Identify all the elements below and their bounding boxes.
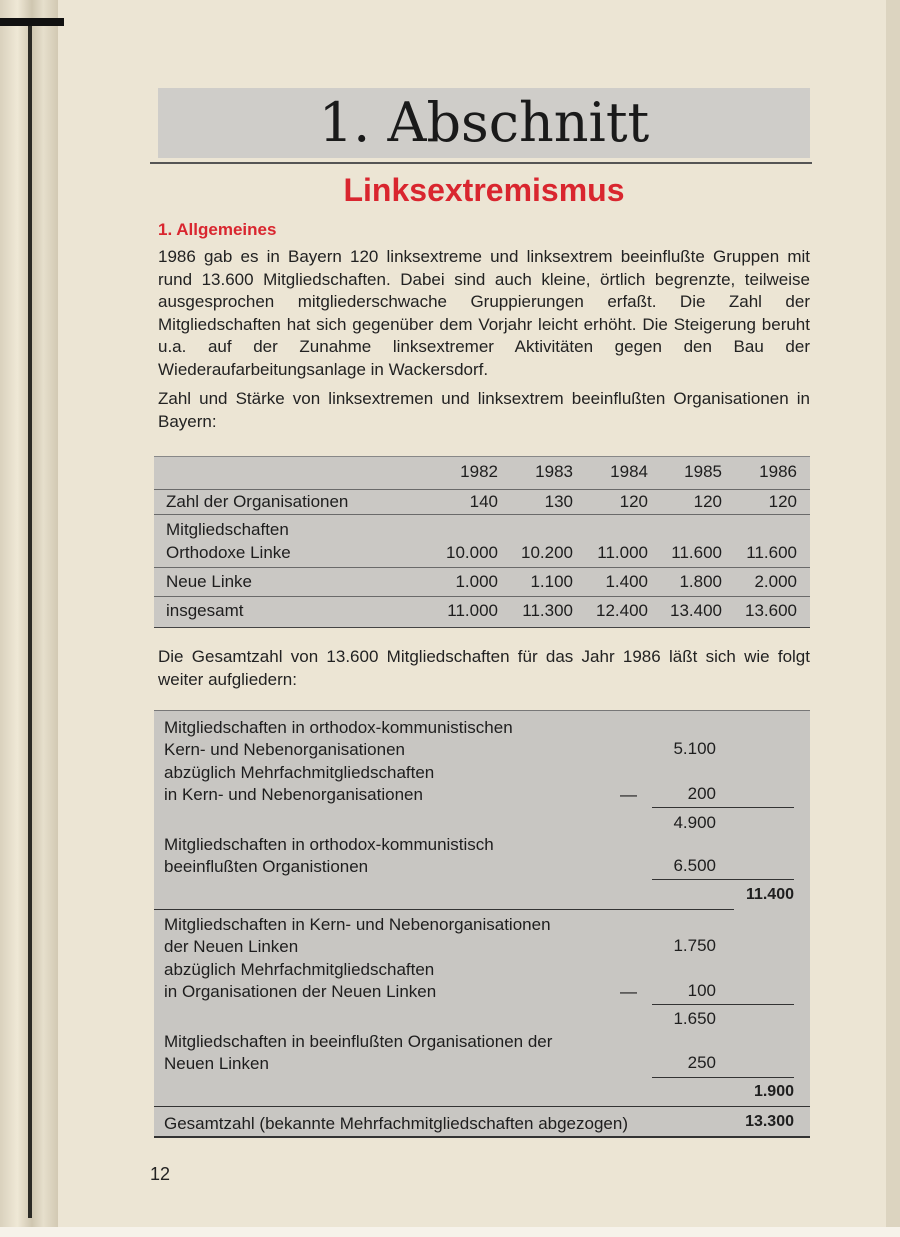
- year-header: 1983: [535, 462, 573, 481]
- table-cell: 10.000: [446, 543, 498, 562]
- table-intro-paragraph: Zahl und Stärke von linksextremen und linksextrem beeinflußten Organisationen in Bayern:: [158, 389, 810, 431]
- table-cell: 11.000: [597, 543, 648, 562]
- table-rule: [154, 489, 810, 490]
- table-cell: 130: [544, 492, 573, 511]
- table-cell: 1.400: [605, 572, 648, 591]
- sum-rule: [652, 1077, 794, 1078]
- table-cell: 120: [619, 492, 648, 511]
- table-cell: 1.100: [530, 572, 573, 591]
- table-cell: 13.400: [670, 601, 722, 620]
- year-header: 1982: [460, 462, 498, 481]
- table-cell: 120: [693, 492, 722, 511]
- row-label: Neue Linke: [166, 572, 253, 591]
- breakdown-label: abzüglich Mehrfachmitgliedschaften: [164, 763, 435, 782]
- page-edge: [886, 0, 900, 1237]
- table-cell: 11.000: [447, 601, 498, 620]
- binding-edge: [0, 18, 64, 26]
- header-rule: [150, 162, 812, 164]
- year-header: 1985: [684, 462, 722, 481]
- block-separator: [154, 1106, 810, 1107]
- binding-shadow: [28, 18, 32, 1218]
- intro-paragraph: 1986 gab es in Bayern 120 linksextreme und linksextrem beeinflußte Gruppen mit rund 13.600 Mitgliedschaften. Dabei sind auch kleine, örtlich begrenzte, teilweise ausgesprochen mitgliederschwache Gruppierungen erfaßt. Die Zahl der Mitgliedschaften hat sich gegenüber dem Vorjahr leicht erhöht. Die Steigerung beruht u.a. auf der Zunahme linksextremer Aktivitäten gegen den Bau der Wiederaufarbeitungsanlage in Wackersdorf.: [158, 247, 810, 379]
- block-separator: [154, 909, 734, 910]
- year-header: 1986: [759, 462, 797, 481]
- section-heading: 1. Allgemeines: [158, 220, 277, 239]
- breakdown-label: Mitgliedschaften in beeinflußten Organisationen der: [164, 1032, 553, 1051]
- breakdown-intro-paragraph: Die Gesamtzahl von 13.600 Mitgliedschaften für das Jahr 1986 läßt sich wie folgt weiter aufgliedern:: [158, 647, 810, 689]
- breakdown-value: 100: [687, 981, 716, 1000]
- table-rule: [154, 596, 810, 597]
- table-cell: 2.000: [754, 572, 797, 591]
- breakdown-label: Mitgliedschaften in orthodox-kommunistischen: [164, 718, 513, 737]
- table-rule: [154, 567, 810, 568]
- minus-sign: —: [620, 785, 637, 804]
- row-label: Zahl der Organisationen: [166, 492, 349, 511]
- grand-total-label: Gesamtzahl (bekannte Mehrfachmitgliedschaften abgezogen): [164, 1114, 628, 1133]
- breakdown-label: in Kern- und Nebenorganisationen: [164, 785, 423, 804]
- row-label: Orthodoxe Linke: [166, 543, 291, 562]
- table-cell: 12.400: [596, 601, 648, 620]
- breakdown-value: 200: [687, 784, 716, 803]
- page-title: Linksextremismus: [343, 172, 625, 208]
- block-total: 1.900: [753, 1083, 794, 1100]
- breakdown-label: der Neuen Linken: [164, 937, 299, 956]
- table-cell: 11.600: [671, 543, 722, 562]
- sum-rule: [652, 807, 794, 808]
- breakdown-label: beeinflußten Organistionen: [164, 857, 369, 876]
- breakdown-label: Neuen Linken: [164, 1054, 269, 1073]
- table-cell: 140: [469, 492, 498, 511]
- table-rule: [154, 710, 810, 711]
- table-rule: [154, 456, 810, 457]
- breakdown-subtotal: 1.650: [673, 1009, 716, 1028]
- page-bottom-edge: [0, 1227, 900, 1237]
- row-label: Mitgliedschaften: [166, 520, 289, 539]
- table-cell: 11.600: [746, 543, 797, 562]
- table-cell: 11.300: [522, 601, 573, 620]
- breakdown-value: 5.100: [673, 739, 716, 758]
- table-cell: 1.800: [679, 572, 722, 591]
- table-rule: [154, 627, 810, 628]
- breakdown-label: Mitgliedschaften in orthodox-kommunistisch: [164, 835, 494, 854]
- table-bottom-rule: [154, 1136, 810, 1138]
- year-header: 1984: [610, 462, 648, 481]
- table-rule: [154, 514, 810, 515]
- table-cell: 10.200: [521, 543, 573, 562]
- breakdown-label: in Organisationen der Neuen Linken: [164, 982, 437, 1001]
- table-cell: 1.000: [455, 572, 498, 591]
- grand-total-value: 13.300: [745, 1113, 794, 1130]
- breakdown-label: abzüglich Mehrfachmitgliedschaften: [164, 960, 435, 979]
- sum-rule: [652, 879, 794, 880]
- table-cell: 120: [768, 492, 797, 511]
- breakdown-value: 6.500: [673, 856, 716, 875]
- breakdown-label: Mitgliedschaften in Kern- und Nebenorganisationen: [164, 915, 551, 934]
- table-cell: 13.600: [745, 601, 797, 620]
- breakdown-label: Kern- und Nebenorganisationen: [164, 740, 406, 759]
- page-number: 12: [150, 1164, 171, 1184]
- minus-sign: —: [620, 982, 637, 1001]
- breakdown-value: 1.750: [673, 936, 716, 955]
- block-total: 11.400: [745, 886, 794, 903]
- breakdown-value: 250: [687, 1053, 716, 1072]
- chapter-title: 1. Abschnitt: [318, 91, 650, 154]
- breakdown-subtotal: 4.900: [673, 813, 716, 832]
- sum-rule: [652, 1004, 794, 1005]
- row-label: insgesamt: [166, 601, 244, 620]
